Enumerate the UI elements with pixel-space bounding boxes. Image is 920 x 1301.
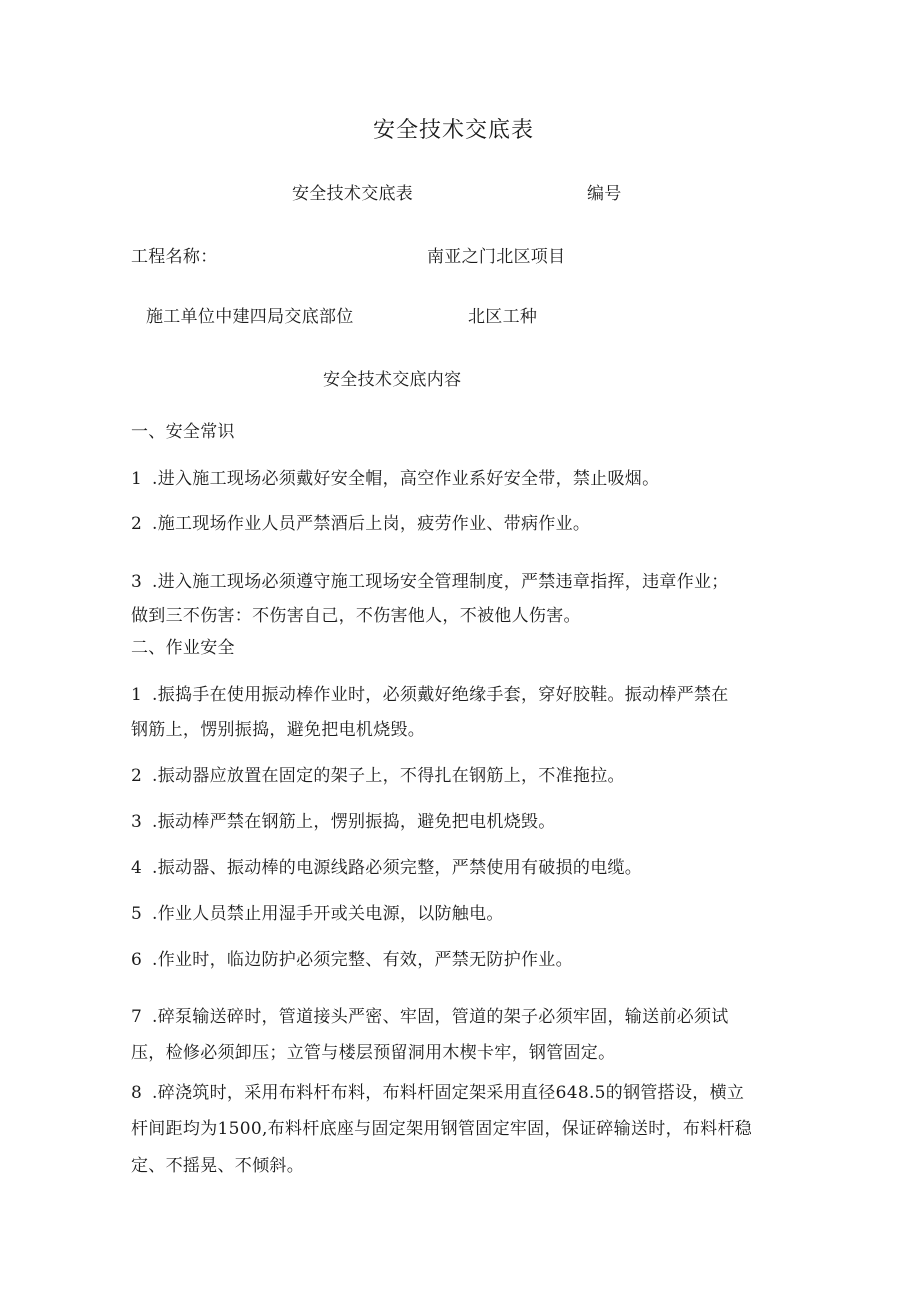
item-number: 1 [131,469,143,489]
work-type: 北区工种 [468,307,538,327]
content-heading: 安全技术交底内容 [323,370,462,390]
item-text: .振捣手在使用振动棒作业时，必须戴好绝缘手套，穿好胶鞋。振动棒严禁在 [152,685,729,705]
project-name: 南亚之门北区项目 [427,247,566,267]
document-title: 安全技术交底表 [373,118,535,143]
section-heading: 一、安全常识 [131,422,235,442]
item-number: 8 [131,1083,143,1103]
item-number: 5 [131,904,143,924]
form-name: 安全技术交底表 [292,184,414,204]
construction-unit: 施工单位中建四局交底部位 [146,307,354,327]
item-text: .碎浇筑时，采用布料杆布料，布料杆固定架采用直径648.5的钢管搭设，横立 [152,1083,745,1103]
item-number: 1 [131,685,143,705]
item-text-continued: 钢筋上，愣别振捣，避免把电机烧毁。 [131,720,426,740]
section-heading: 二、作业安全 [131,638,235,658]
item-text-continued: 定、不摇晃、不倾斜。 [131,1156,304,1176]
item-text: .碎泵输送碎时，管道接头严密、牢固，管道的架子必须牢固，输送前必须试 [152,1007,729,1027]
item-number: 6 [131,950,143,970]
item-text: .施工现场作业人员严禁酒后上岗，疲劳作业、带病作业。 [152,514,591,534]
item-text: .振动器应放置在固定的架子上，不得扎在钢筋上，不准拖拉。 [152,766,625,786]
item-text: .振动棒严禁在钢筋上，愣别振捣，避免把电机烧毁。 [152,812,556,832]
item-text-continued: 压，检修必须卸压；立管与楼层预留洞用木楔卡牢，钢管固定。 [131,1043,616,1063]
item-text-continued: 杆间距均为1500,布料杆底座与固定架用钢管固定牢固，保证碎输送时，布料杆稳 [131,1119,753,1139]
item-text-continued: 做到三不伤害：不伤害自己，不伤害他人，不被他人伤害。 [131,606,581,626]
project-label: 工程名称： [131,247,218,267]
item-number: 7 [131,1007,143,1027]
item-text: .振动器、振动棒的电源线路必须完整，严禁使用有破损的电缆。 [152,858,643,878]
item-text: .进入施工现场必须戴好安全帽，高空作业系好安全带，禁止吸烟。 [152,469,660,489]
item-number: 2 [131,766,143,786]
item-number: 4 [131,858,143,878]
number-label: 编号 [587,184,622,204]
item-text: .作业时，临边防护必须完整、有效，严禁无防护作业。 [152,950,573,970]
item-text: .进入施工现场必须遵守施工现场安全管理制度，严禁违章指挥，违章作业； [152,572,729,592]
item-number: 2 [131,514,143,534]
item-number: 3 [131,812,143,832]
item-text: .作业人员禁止用湿手开或关电源，以防触电。 [152,904,504,924]
item-number: 3 [131,572,143,592]
